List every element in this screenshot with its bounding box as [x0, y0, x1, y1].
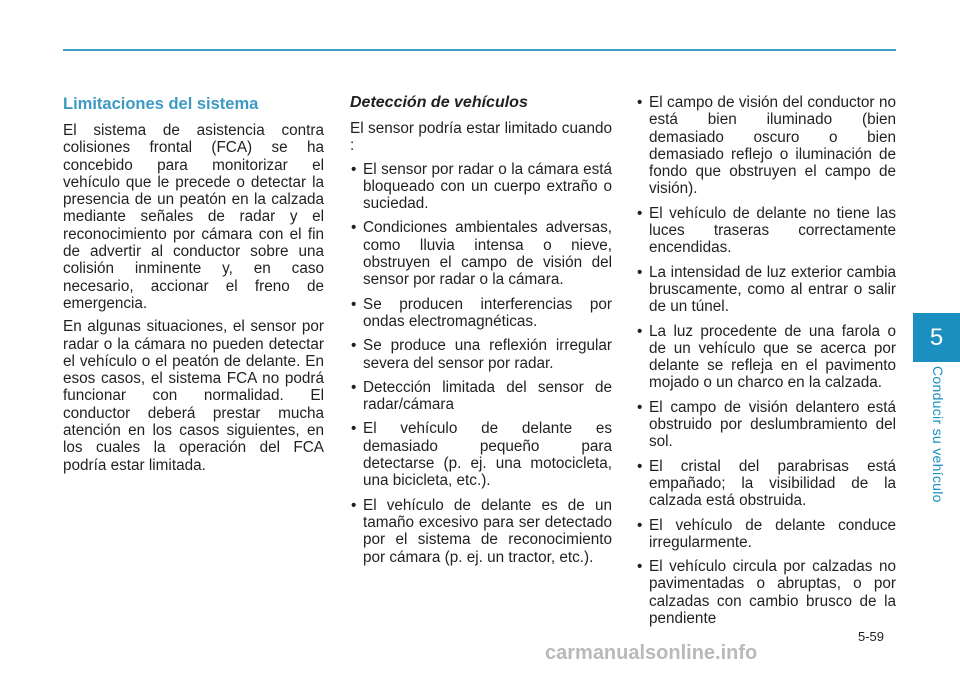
list-item: • Detección limitada del sensor de radar/cámara — [350, 379, 612, 414]
list-item: • La luz procedente de una farola o de un vehículo que se acerca por delante se refleja en el pavimento mojado o un charco en la calzada. — [636, 323, 896, 392]
page-number: 5-59 — [858, 629, 885, 644]
paragraph: El sistema de asistencia contra colisiones frontal (FCA) se ha concebido para monitorizar el vehículo que le precede o detectar la presencia de un peatón en la calzada mediante señales de radar y el reconocimiento por cámara con el fin de advertir al conductor sobre una colisión inminente y, en caso necesario, accionar el freno de emergencia. — [63, 122, 324, 312]
list-item: • El vehículo de delante es de un tamaño excesivo para ser detectado por el sistema de reconocimiento por cámara (p. ej. un tractor, etc.). — [350, 497, 612, 566]
watermark-text: carmanualsonline.info — [545, 642, 758, 664]
list-item: • El campo de visión delantero está obstruido por deslumbramiento del sol. — [636, 399, 896, 451]
list-item: • El vehículo de delante no tiene las luces traseras correctamente encendidas. — [636, 205, 896, 257]
chapter-title: Conducir su vehículo — [930, 366, 946, 503]
paragraph: En algunas situaciones, el sensor por radar o la cámara no pueden detectar el vehículo o el peatón de delante. En esos casos, el sistema FCA no podrá funcionar con normalidad. El conductor deberá prestar mucha atención en los casos siguientes, en los cuales la operación del FCA podría estar limitada. — [63, 318, 324, 474]
list-item: • Se produce una reflexión irregular severa del sensor por radar. — [350, 337, 612, 372]
list-item: • El sensor por radar o la cámara está bloqueado con un cuerpo extraño o suciedad. — [350, 161, 612, 213]
column-left — [63, 94, 324, 480]
bullet-list — [636, 94, 896, 627]
column-middle — [350, 94, 612, 573]
list-item: • El vehículo circula por calzadas no pavimentadas o abruptas, o por calzadas con cambio brusco de la pendiente — [636, 558, 896, 627]
list-item: • El campo de visión del conductor no está bien iluminado (bien demasiado oscuro o bien demasiado reflejo o iluminación de fondo que obstruyen el campo de visión). — [636, 94, 896, 198]
bullet-list — [350, 161, 612, 566]
column-right — [636, 94, 896, 634]
section-heading: Limitaciones del sistema — [63, 95, 259, 113]
list-item: • La intensidad de luz exterior cambia bruscamente, como al entrar o salir de un túnel. — [636, 264, 896, 316]
chapter-number: 5 — [929, 324, 944, 351]
chapter-number-tab — [913, 313, 960, 362]
paragraph: El sensor podría estar limitado cuando : — [350, 120, 612, 155]
list-item: • El vehículo de delante conduce irregularmente. — [636, 517, 896, 552]
list-item: • El cristal del parabrisas está empañado; la visibilidad de la calzada está obstruida. — [636, 458, 896, 510]
list-item: • El vehículo de delante es demasiado pequeño para detectarse (p. ej. una motocicleta, una bicicleta, etc.). — [350, 420, 612, 489]
list-item: • Se producen interferencias por ondas electromagnéticas. — [350, 296, 612, 331]
subsection-heading: Detección de vehículos — [350, 94, 528, 111]
header-rule — [63, 49, 896, 51]
list-item: • Condiciones ambientales adversas, como lluvia intensa o nieve, obstruyen el campo de visión del sensor por radar o la cámara. — [350, 219, 612, 288]
